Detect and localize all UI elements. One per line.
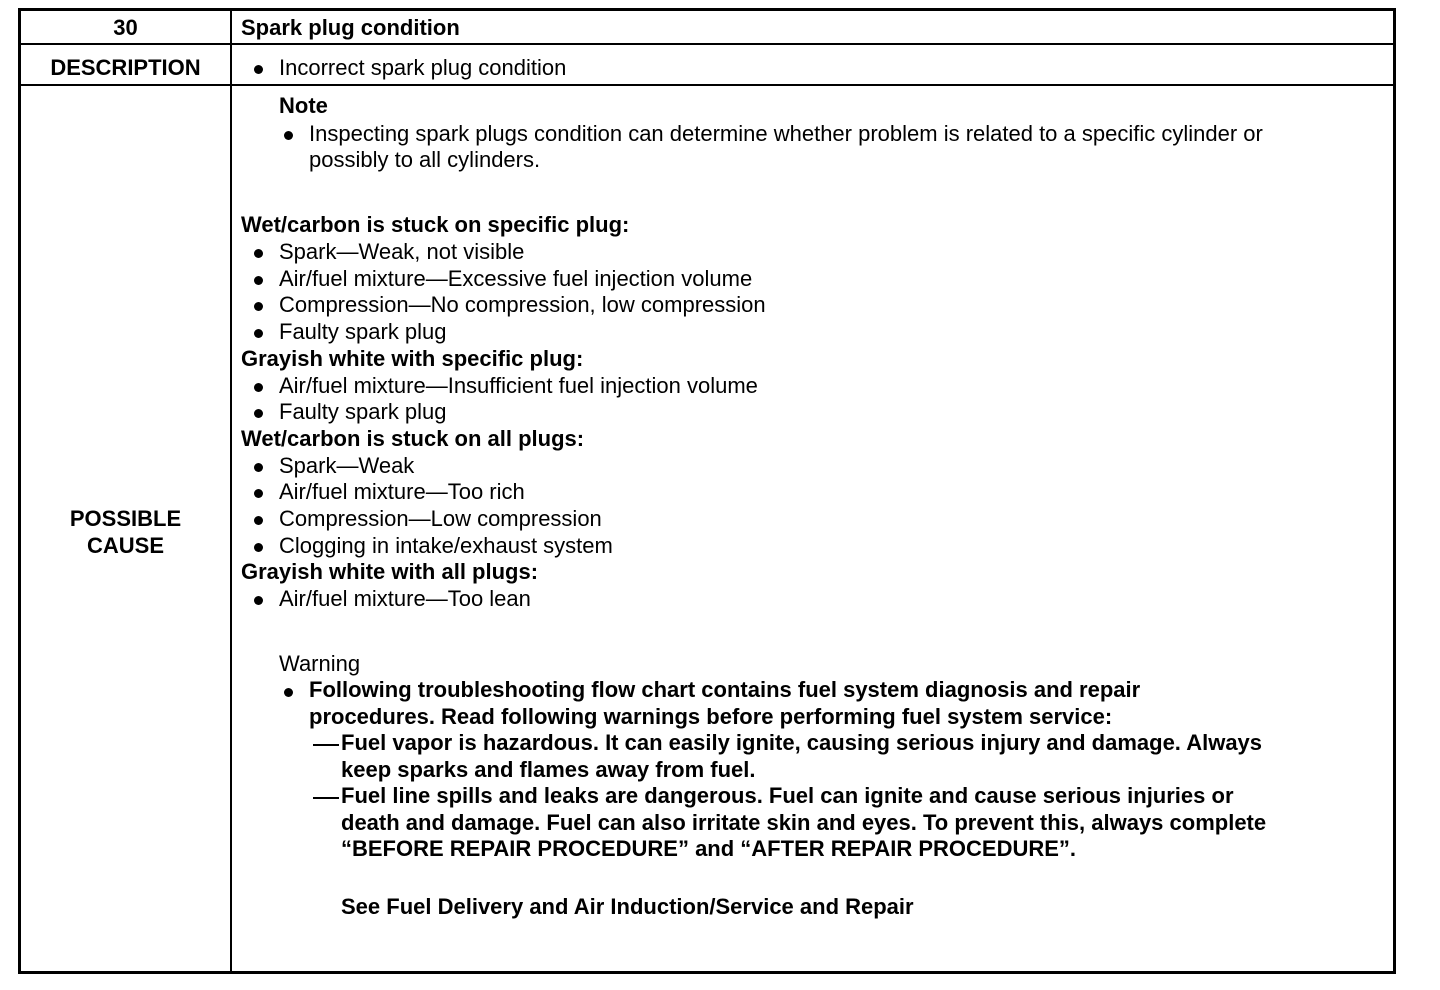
warning-dash2-line3: “BEFORE REPAIR PROCEDURE” and “AFTER REPAIR PROCEDURE”. — [341, 836, 1077, 861]
note-text-line1: Inspecting spark plugs condition can determine whether problem is related to a specific cylinder or — [309, 121, 1263, 146]
step-title: Spark plug condition — [241, 15, 460, 40]
group-heading: Grayish white with specific plug: — [241, 346, 584, 371]
list-item: Spark—Weak — [279, 453, 415, 478]
row-divider-2 — [21, 84, 1393, 86]
see-also-reference[interactable]: See Fuel Delivery and Air Induction/Service and Repair — [341, 894, 914, 919]
description-label: DESCRIPTION — [50, 55, 201, 80]
bullet-icon — [254, 276, 263, 285]
warning-dash1-line2: keep sparks and flames away from fuel. — [341, 757, 756, 782]
bullet-icon — [254, 543, 263, 552]
bullet-icon — [254, 516, 263, 525]
bullet-icon — [254, 489, 263, 498]
warning-intro-line1: Following troubleshooting flow chart contains fuel system diagnosis and repair — [309, 677, 1141, 702]
bullet-icon — [254, 302, 263, 311]
warning-dash1-line1: Fuel vapor is hazardous. It can easily ignite, causing serious injury and damage. Always — [341, 730, 1263, 755]
possible-cause-label-line1: POSSIBLE — [69, 506, 182, 531]
bullet-icon — [254, 463, 263, 472]
bullet-icon — [254, 596, 263, 605]
list-item: Air/fuel mixture—Too rich — [279, 479, 525, 504]
list-item: Air/fuel mixture—Insufficient fuel injection volume — [279, 373, 758, 398]
description-item: Incorrect spark plug condition — [279, 55, 567, 80]
bullet-icon — [254, 249, 263, 258]
list-item: Clogging in intake/exhaust system — [279, 533, 613, 558]
list-item: Faulty spark plug — [279, 399, 447, 424]
troubleshooting-table — [18, 8, 1396, 974]
note-text-line2: possibly to all cylinders. — [309, 147, 541, 172]
warning-dash2-line2: death and damage. Fuel can also irritate skin and eyes. To prevent this, always complete — [341, 810, 1267, 835]
list-item: Compression—No compression, low compression — [279, 292, 766, 317]
warning-heading: Warning — [279, 651, 361, 676]
list-item: Compression—Low compression — [279, 506, 602, 531]
bullet-icon — [284, 131, 293, 140]
bullet-icon — [254, 409, 263, 418]
bullet-icon — [254, 383, 263, 392]
possible-cause-label — [21, 505, 230, 559]
step-number: 30 — [113, 15, 138, 40]
group-heading: Wet/carbon is stuck on specific plug: — [241, 212, 630, 237]
dash-icon — [313, 797, 339, 799]
possible-cause-label-line2: CAUSE — [86, 533, 164, 558]
bullet-icon — [254, 65, 263, 74]
list-item: Spark—Weak, not visible — [279, 239, 525, 264]
bullet-icon — [284, 688, 293, 697]
note-heading: Note — [279, 93, 328, 118]
column-divider — [230, 11, 232, 971]
dash-icon — [313, 744, 339, 746]
warning-intro-line2: procedures. Read following warnings before performing fuel system service: — [309, 704, 1113, 729]
warning-dash2-line1: Fuel line spills and leaks are dangerous. Fuel can ignite and cause serious injuries or — [341, 783, 1234, 808]
group-heading: Grayish white with all plugs: — [241, 559, 539, 584]
list-item: Air/fuel mixture—Excessive fuel injection volume — [279, 266, 753, 291]
row-divider-1 — [21, 43, 1393, 45]
group-heading: Wet/carbon is stuck on all plugs: — [241, 426, 585, 451]
list-item: Air/fuel mixture—Too lean — [279, 586, 531, 611]
list-item: Faulty spark plug — [279, 319, 447, 344]
bullet-icon — [254, 329, 263, 338]
